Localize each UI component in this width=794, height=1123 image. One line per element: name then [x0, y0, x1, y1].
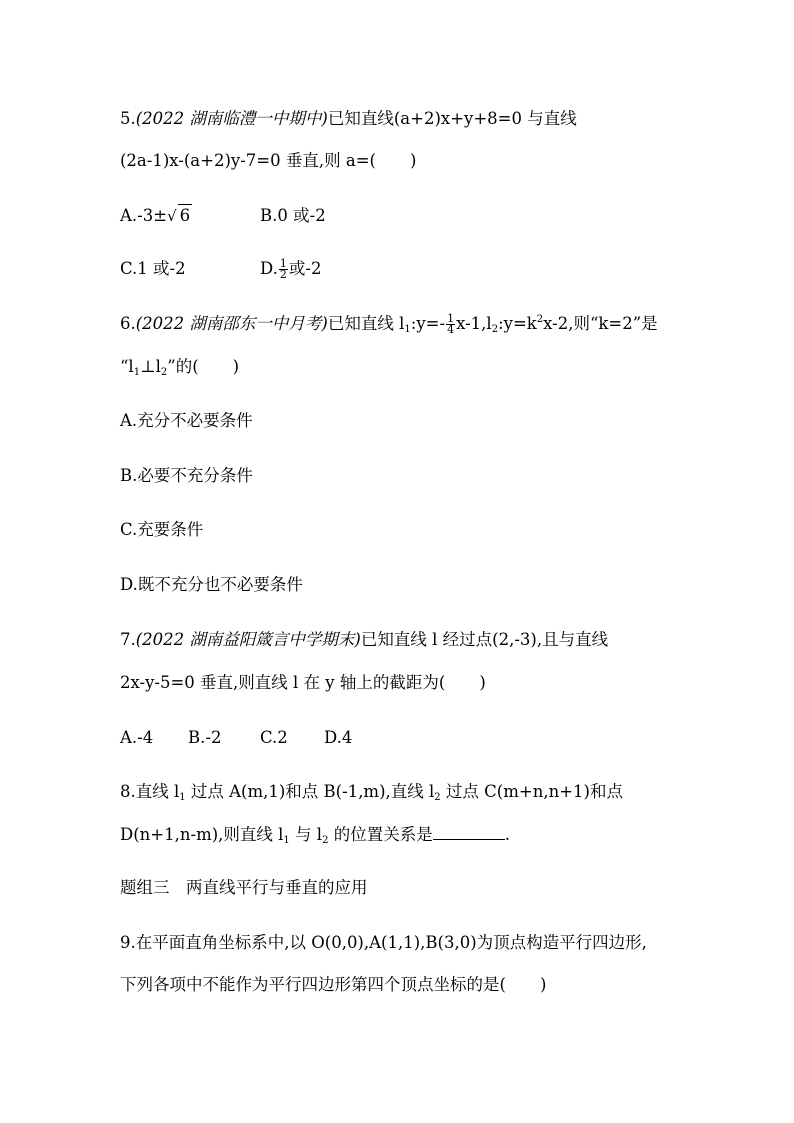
q6-option-a: A.充分不必要条件 — [120, 411, 253, 430]
q5-option-a-prefix: A.-3± — [120, 206, 168, 225]
q8-text: D(n+1,n-m),则直线 l — [120, 825, 284, 844]
q7-option-c: C.2 — [260, 728, 288, 747]
q5-option-b: B.0 或-2 — [260, 206, 326, 225]
q8-text: 的位置关系是 — [328, 825, 433, 844]
section-heading: 题组三 两直线平行与垂直的应用 — [120, 878, 368, 897]
subscript: 1 — [404, 324, 411, 335]
q5-close-paren: ) — [409, 151, 417, 170]
q7-close-paren: ) — [479, 673, 486, 692]
q6-number: 6. — [120, 314, 136, 333]
subscript: 1 — [179, 792, 186, 803]
subscript: 2 — [160, 367, 168, 378]
subscript: 2 — [491, 324, 499, 335]
fraction-denominator: 4 — [447, 323, 455, 336]
fraction-numerator: 1 — [279, 257, 287, 270]
q6-option-c: C.充要条件 — [120, 520, 204, 539]
q5-text-b: (2a-1)x-(a+2)y-7=0 垂直,则 a=( — [120, 151, 376, 170]
q9-line2 — [120, 974, 546, 996]
q5-option-d — [260, 258, 321, 280]
fraction-denominator: 2 — [279, 268, 287, 281]
q7-option-a: A.-4 — [120, 728, 154, 747]
q5-option-a — [120, 204, 260, 227]
q6-fraction — [446, 314, 455, 335]
q8-text: 8.直线 l — [120, 782, 180, 801]
q6-text: ⊥l — [140, 357, 161, 376]
q5-line2 — [120, 150, 416, 172]
q5-option-d-fraction — [279, 259, 288, 280]
q5-number: 5. — [120, 109, 136, 128]
q5-source: (2022 湖南临澧一中期中) — [135, 109, 328, 128]
q9-close-paren: ) — [539, 975, 547, 994]
q6-source: (2022 湖南邵东一中月考) — [135, 314, 328, 333]
q5-line1 — [120, 108, 577, 130]
q7-number: 7. — [120, 630, 136, 649]
q7-text-b: 2x-y-5=0 垂直,则直线 l 在 y 轴上的截距为( — [120, 673, 446, 692]
q6-text: :y=- — [410, 314, 446, 333]
q7-text-a: 已知直线 l 经过点(2,-3),且与直线 — [360, 630, 609, 649]
q6-text: 已知直线 l — [327, 314, 405, 333]
q6-line2 — [120, 356, 239, 378]
q6-text: ”的( — [167, 357, 199, 376]
q5-options-row1 — [120, 204, 326, 227]
q7-options — [120, 727, 352, 749]
sqrt-sign: √ — [167, 207, 177, 225]
q8-text: 过点 A(m,1)和点 B(-1,m),直线 l — [185, 782, 435, 801]
q6-close-paren: ) — [232, 357, 240, 376]
fraction-numerator: 1 — [447, 312, 455, 325]
q6-text: “l — [120, 357, 134, 376]
q5-option-d-suffix: 或-2 — [288, 259, 322, 278]
q8-text: 过点 C(m+n,n+1)和点 — [440, 782, 623, 801]
q8-text: . — [504, 825, 510, 844]
q6-text: x-1,l — [456, 314, 492, 333]
q8-line1 — [120, 781, 623, 803]
subscript: 2 — [434, 792, 441, 803]
q6-line1 — [120, 313, 658, 335]
q5-option-c: C.1 或-2 — [120, 259, 186, 278]
q5-option-a-radicand: 6 — [179, 206, 191, 225]
q7-source: (2022 湖南益阳箴言中学期末) — [135, 630, 361, 649]
superscript: 2 — [536, 314, 544, 325]
q6-text: x-2,则“k=2”是 — [543, 314, 658, 333]
q7-option-d: D.4 — [324, 728, 353, 747]
q8-line2 — [120, 824, 510, 846]
q8-text: 与 l — [289, 825, 323, 844]
q6-option-d: D.既不充分也不必要条件 — [120, 575, 303, 594]
q5-options-row2 — [120, 258, 321, 280]
q7-line1 — [120, 629, 608, 651]
q6-option-b: B.必要不充分条件 — [120, 466, 253, 485]
q9-text-b: 下列各项中不能作为平行四边形第四个顶点坐标的是( — [120, 975, 506, 994]
answer-blank[interactable] — [433, 825, 505, 840]
q6-text: :y=k — [498, 314, 537, 333]
subscript: 2 — [322, 835, 329, 846]
q5-option-d-prefix: D. — [260, 259, 278, 278]
subscript: 1 — [133, 367, 141, 378]
q7-option-b: B.-2 — [188, 728, 222, 747]
q7-line2 — [120, 672, 486, 694]
q9-line1: 9.在平面直角坐标系中,以 O(0,0),A(1,1),B(3,0)为顶点构造平行四边形, — [120, 933, 647, 952]
q5-text-a: 已知直线(a+2)x+y+8=0 与直线 — [327, 109, 577, 128]
subscript: 1 — [283, 835, 290, 846]
